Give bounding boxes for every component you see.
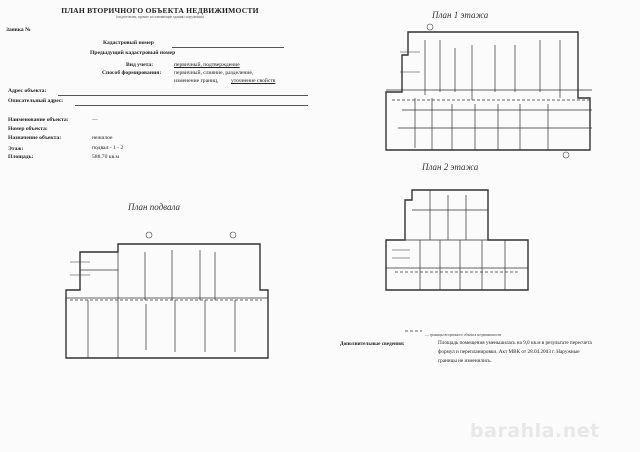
- notes-line-2: формул и перепланировки. Акт МВК от 28.04.2003 г. Наружные: [438, 348, 580, 355]
- floor-value: подвал - 1 - 2: [92, 145, 124, 151]
- request-label: Заявка №: [6, 27, 31, 33]
- document-subtitle: (подготовлен, прочие составляющие здания/сооружения): [116, 15, 204, 19]
- area-value: 588.70 кв.м: [92, 154, 120, 160]
- first-floor-title: План 1 этажа: [432, 10, 489, 20]
- cadastral-label: Кадастровый номер: [103, 40, 154, 46]
- purpose-label: Назначение объекта:: [8, 135, 62, 141]
- formation-label: Способ формирования:: [102, 70, 162, 76]
- formation-value-1: первичный, слияние, разделение,: [174, 70, 254, 76]
- area-label: Площадь:: [8, 154, 34, 160]
- account-type-label: Вид учета:: [126, 62, 154, 68]
- document-title: ПЛАН ВТОРИЧНОГО ОБЪЕКТА НЕДВИЖИМОСТИ: [61, 6, 259, 15]
- descr-address-label: Описательный адрес:: [8, 98, 64, 104]
- formation-value-2: изменение границ,: [174, 78, 219, 84]
- floor-label: Этаж:: [8, 146, 24, 152]
- object-name-value: —: [92, 117, 98, 123]
- first-floor-plan: [386, 32, 592, 150]
- object-number-label: Номер объекта:: [8, 126, 48, 132]
- notes-body: [438, 339, 618, 365]
- prev-cadastral-label: Предыдущий кадастровый номер: [90, 50, 176, 56]
- account-type-value: первичный, подтверждение: [174, 62, 240, 68]
- basement-title: План подвала: [128, 202, 181, 212]
- legend-text: — границы вторичного объекта недвижимости: [425, 333, 502, 337]
- second-floor-title: План 2 этажа: [422, 162, 479, 172]
- notes-line-3: границы не изменились.: [438, 357, 492, 364]
- object-name-label: Наименование объекта:: [8, 117, 69, 123]
- address-label: Адрес объекта:: [8, 88, 47, 94]
- second-floor-plan: [386, 190, 528, 290]
- basement-plan: [66, 244, 268, 358]
- formation-value-2b: уточнение свойств: [231, 78, 276, 84]
- notes-label: Дополнительные сведения:: [340, 341, 405, 347]
- purpose-value: нежилое: [92, 135, 113, 141]
- notes-line-1: Площадь помещения уменьшилась на 9,0 кв.м в результате пересчета: [438, 340, 592, 346]
- watermark: barahla.net: [470, 420, 600, 442]
